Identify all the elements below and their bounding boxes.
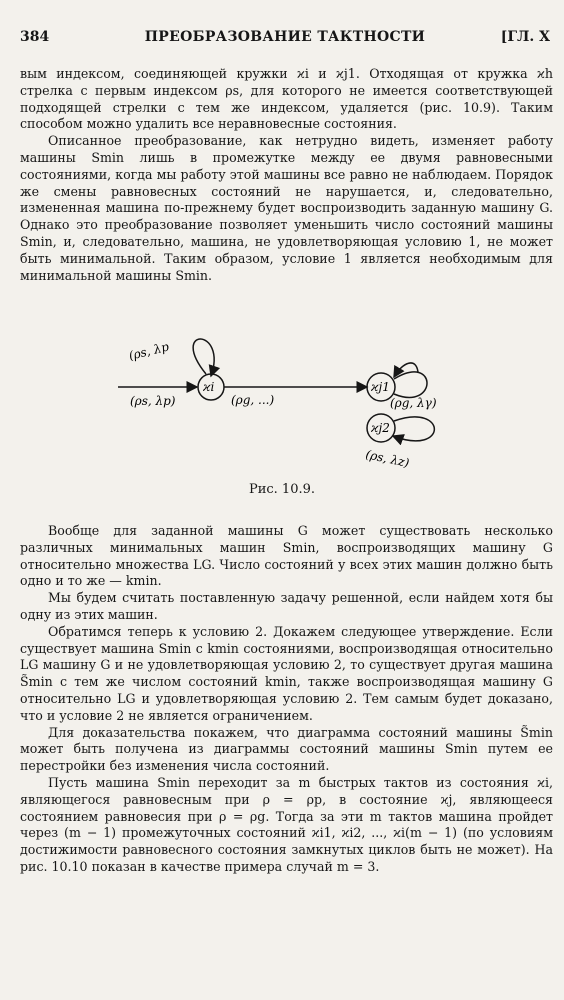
state-diagram [118,332,448,472]
loop-i-label: (ρs, λp [127,339,171,363]
loop-j2-label: (ρs, λz) [364,447,411,471]
paragraph: Описанное преобразование, как нетрудно видеть, изменяет работу машины Smin лишь в промежутке между ее двумя равновесными состояниями, когда мы работу этой машины все равно не наблюдаем. Порядок же смены равновесных состояний не нарушается, и, следовательно, измененная машина по-прежнему будет воспроизводить заданную машину G. Однако это преобразование позволяет уменьшить число состояний машины Smin, и, следовательно, машина, не удовлетворяющая условию 1, не может быть минимальной. Таким образом, условие 1 является необходимым для минимальной машины Smin. [20,133,553,283]
node-j2-label: ϰj2 [371,421,390,435]
edge-label: (ρg, ...) [231,393,275,407]
node-j1-label: ϰj1 [371,380,390,394]
page-number: 384 [20,29,50,45]
paragraph: Обратимся теперь к условию 2. Докажем следующее утверждение. Если существует машина Smin с kmin состояниями, воспроизводящая относительно LG машину G и не удовлетворяющая условию 2, то существует другая машина S̃min с тем же числом состояний kmin, также воспроизводящая машину G относительно LG и удовлетворяющая условию 2. Тем самым будет доказано, что и условие 2 не является ограничением. [20,623,553,723]
self-loop-j1 [394,372,427,398]
running-header [20,29,550,49]
node-i-label: ϰi [203,380,215,394]
input-label: (ρs, λp) [130,394,176,408]
paragraph: Пусть машина Smin переходит за m быстрых тактов из состояния ϰi, являющегося равновесным при ρ = ρp, в состояние ϰj, являющееся состоянием равновесия при ρ = ρg. Тогда за эти m тактов машина пройдет через (m − 1) промежуточных состояний ϰi1, ϰi2, ..., ϰi(m − 1) (по условиям достижимости равновесного состояния замкнутых циклов быть не может). На рис. 10.10 показан в качестве примера случай m = 3. [20,774,553,874]
chapter-marker: [ГЛ. X [500,29,550,45]
loop-j1-label: (ρg, λγ) [390,396,437,410]
paragraph: Вообще для заданной машины G может существовать несколько различных минимальных машин Smin, воспроизводящих машину G относительно множества LG. Число состояний у всех этих машин должно быть одно и то же — kmin. [20,523,553,589]
text-block-bottom [20,523,553,876]
self-loop-j2 [393,417,434,441]
figure-caption: Рис. 10.9. [248,482,316,497]
self-loop-i [193,339,214,376]
text-block-top [20,66,553,284]
self-loop-j1-top [394,363,418,377]
paragraph: Для доказательства покажем, что диаграмма состояний машины S̃min может быть получена из диаграммы состояний машины Smin путем ее перестройки без изменения числа состояний. [20,724,553,774]
paragraph: вым индексом, соединяющей кружки ϰi и ϰj1. Отходящая от кружка ϰh стрелка с первым индексом ρs, для которого не имеется соответствующей подходящей стрелки с тем же индексом, удаляется (рис. 10.9). Таким способом можно удалить все неравновесные состояния. [20,66,553,132]
running-title: ПРЕОБРАЗОВАНИЕ ТАКТНОСТИ [144,29,426,45]
paragraph: Мы будем считать поставленную задачу решенной, если найдем хотя бы одну из этих машин. [20,590,553,622]
